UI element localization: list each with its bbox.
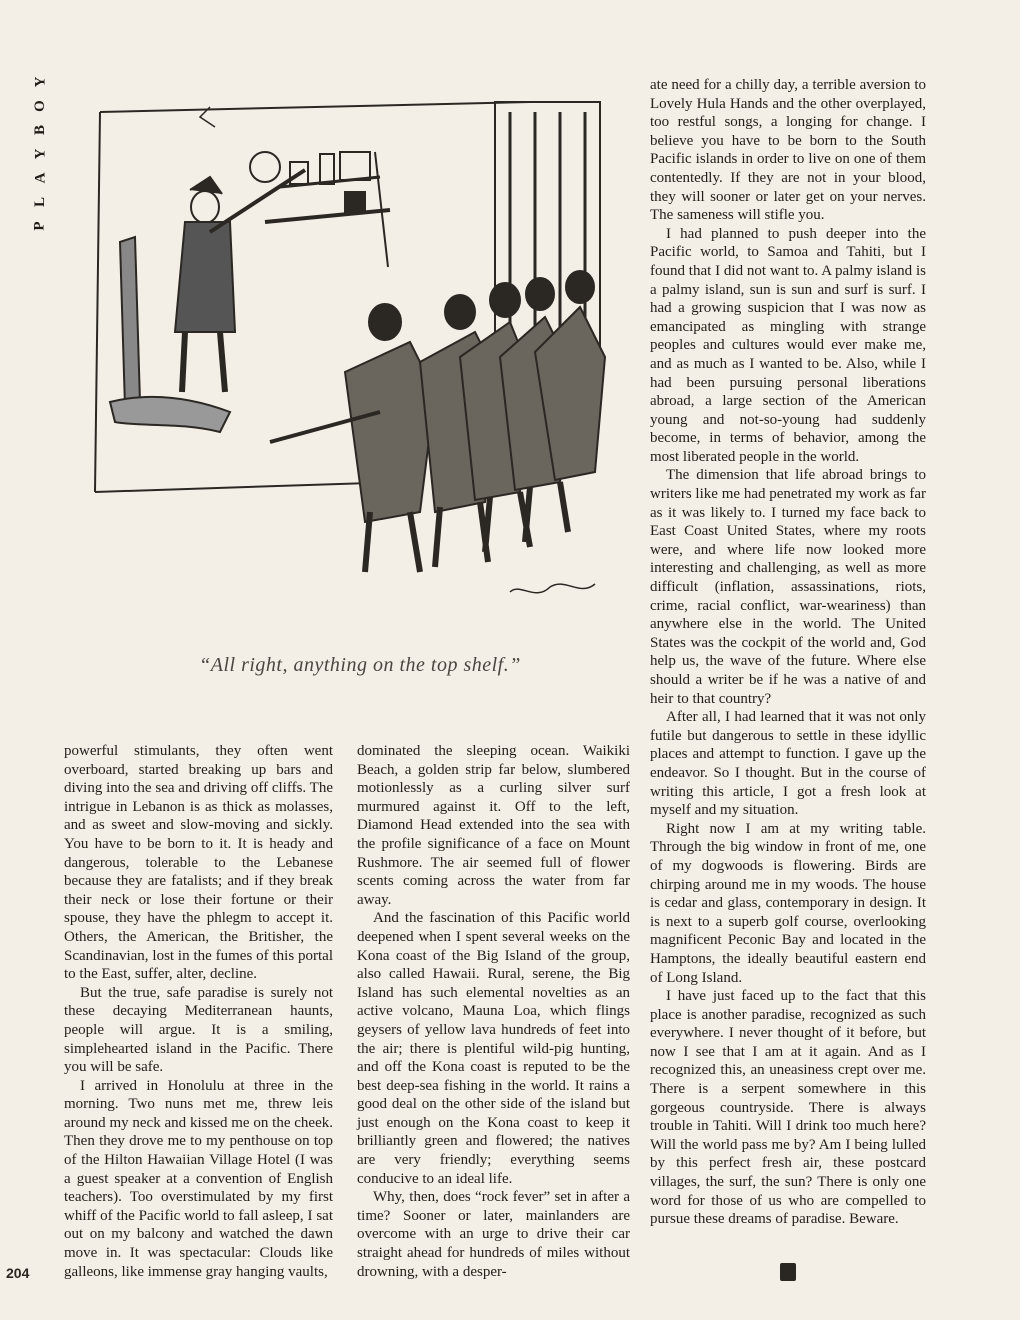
cartoon-illustration <box>90 72 630 640</box>
text-column-2 <box>357 742 630 1281</box>
masthead-letter: B <box>31 124 48 136</box>
text-column-3 <box>650 76 926 1229</box>
masthead-letter: P <box>31 221 48 231</box>
masthead-letter: L <box>31 196 48 208</box>
page-number: 204 <box>6 1265 30 1281</box>
paragraph: And the fascination of this Pacific world deepened when I spent several weeks on the Kona coast of the Big Island of the group, also called Hawaii. Rural, serene, the Big Island has such elemental novelties as an active volcano, Mauna Loa, which flings geysers of yellow lava hundreds of feet into the air; there is plentiful wild-pig hunting, and off the Kona coast is reputed to be the best deep-sea fishing in the world. It rains a good deal on the other side of the island but just enough on the Kona coast to keep it brilliantly green and flowered; the natives are very friendly; everything seems conducive to an ideal life. <box>357 910 630 1187</box>
masthead-letter: O <box>31 100 48 112</box>
masthead-letter: A <box>32 172 48 184</box>
paragraph: ate need for a chilly day, a terrible aversion to Lovely Hula Hands and the other overplayed, too restful songs, a longing for change. I believe you have to be born to the South Pacific islands in order to live on one of them contentedly. If they are not in your blood, they will sooner or later get on your nerves. The sameness will stifle you. <box>650 77 926 224</box>
paragraph: I have just faced up to the fact that this place is another paradise, recognized as such everywhere. I never thought of it before, but now I see that I am at it again. And as I recognized this, an uneasiness crept over me. There is a serpent somewhere in this gorgeous countryside. There is always trouble in Tahiti. Will I drink too much here? Will the world pass me by? Am I being lulled by this perfect fresh air, these postcard villages, the surf, the sun? There is only one word for those of us who are compelled to pursue these dreams of paradise. Beware. <box>650 988 926 1228</box>
paragraph: I arrived in Honolulu at three in the morning. Two nuns met me, threw leis around my neck and kissed me on the cheek. Then they drove me to my penthouse on top of the Hilton Hawaiian Village Hotel (I was a guest speaker at a convention of English teachers). Too overstimulated by my first whiff of the Pacific world to fall asleep, I sat out on my balcony and watched the dawn move in. It was spectacular: Clouds like galleons, like immense gray hanging vaults, <box>64 1077 333 1280</box>
rabbit-endmark-icon <box>780 1263 796 1281</box>
paragraph: powerful stimulants, they often went overboard, started breaking up bars and diving into the sea and driving off cliffs. The intrigue in Lebanon is as thick as molasses, and as sweet and slow-moving and sickly. You have to be born to it. It is heady and dangerous, tolerable to the Lebanese because they are fatalists; and if they break their neck or lose their fortune or their spouse, they have the phlegm to accept it. Others, the American, the Britisher, the Scandinavian, lost in the fumes of this portal to the East, suffer, alter, decline. <box>64 743 333 983</box>
masthead-letter: Y <box>32 76 48 88</box>
cartoon-caption: “All right, anything on the top shelf.” <box>199 654 521 676</box>
paragraph: Why, then, does “rock fever” set in after a time? Sooner or later, mainlanders are overcome with an urge to drive their car straight ahead for hundreds of miles without drowning, with a desper- <box>357 1189 630 1280</box>
paragraph: Right now I am at my writing table. Through the big window in front of me, one of my dogwoods is flowering. Birds are chirping around me in my woods. The house is cedar and glass, contemporary in design. It is next to a superb golf course, overlooking magnificent Peconic Bay and located in the Hamptons, the ideally beautiful eastern end of Long Island. <box>650 820 926 986</box>
paragraph: But the true, safe paradise is surely not these decaying Mediterranean haunts, people will argue. It is a smiling, simplehearted island in the Pacific. There you will be safe. <box>64 984 333 1076</box>
paragraph: dominated the sleeping ocean. Waikiki Beach, a golden strip far below, slumbered motionlessly as a curling silver surf murmured against it. Off to the left, Diamond Head extended into the sea with the profile significance of a face on Mount Rushmore. The air seemed full of flower scents coming across the water from far away. <box>357 743 630 908</box>
text-column-1 <box>64 742 333 1281</box>
paragraph: After all, I had learned that it was not only futile but dangerous to settle in these idyllic places and attempt to function. I gave up the endeavor. So I thought. But in the course of writing this article, I got a fresh look at myself and my situation. <box>650 709 926 819</box>
masthead-letter: Y <box>32 148 48 160</box>
masthead <box>28 70 52 238</box>
paragraph: The dimension that life abroad brings to writers like me had penetrated my work as far as it was likely to. I turned my face back to East Coast United States, where my roots were, and where life now looked more interesting and challenging, as well as more difficult (inflation, assassinations, riots, crime, racial conflict, war-weariness) than anywhere else in the world. The United States was the cockpit of the world and, God help us, the wave of the future. Where else should a writer be if he was a native of and heir to that country? <box>650 467 926 707</box>
paragraph: I had planned to push deeper into the Pacific world, to Samoa and Tahiti, but I found that I did not want to. A palmy island is a palmy island, sun is sun and surf is surf. I had a growing suspicion that I was now as emancipated as mingling with strange peoples and cultures would ever make me, and as much as I wanted to be. Also, while I had been pursuing personal liberations abroad, a large section of the American young and not-so-young had suddenly become, in terms of behavior, among the most liberated people in the world. <box>650 225 926 465</box>
